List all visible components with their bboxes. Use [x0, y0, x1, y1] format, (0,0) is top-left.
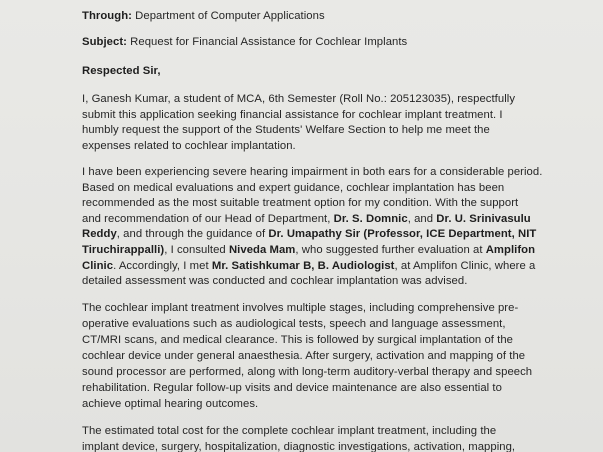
name-amplifon: Amplifon	[485, 244, 536, 256]
subject-label: Subject:	[82, 36, 127, 48]
paragraph-1-line: submit this application seeking financial assistance for cochlear implant treatment. I	[82, 109, 503, 121]
name-tiruchirappalli: Tiruchirappalli)	[82, 244, 165, 256]
paragraph-3-line: sound processor are performed, along with long-term auditory-verbal therapy and speech	[82, 366, 533, 378]
paragraph-2-line: I have been experiencing severe hearing impairment in both ears for a considerable period.	[82, 166, 543, 178]
salutation: Respected Sir,	[82, 65, 161, 77]
name-niveda: Niveda Mam	[228, 244, 296, 256]
paragraph-2-line	[82, 228, 536, 241]
paragraph-2-line: recommended as the most suitable treatment option for my condition. With the support	[82, 197, 519, 209]
paragraph-3-line: The cochlear implant treatment involves multiple stages, including comprehensive pre-	[82, 302, 519, 314]
through-line	[82, 10, 325, 23]
paragraph-2-line: Based on medical evaluations and expert guidance, cochlear implantation has been	[82, 182, 505, 194]
paragraph-2-line	[82, 244, 535, 257]
name-srinivasulu: Dr. U. Srinivasulu	[436, 213, 531, 225]
text-run: , I consulted	[164, 244, 229, 256]
paragraph-3-line: cochlear device under general anaesthesia. After surgery, activation and mapping of the	[82, 350, 526, 362]
paragraph-4-line: The estimated total cost for the complete cochlear implant treatment, including the	[82, 425, 497, 437]
paragraph-1-line: expenses related to cochlear implantation.	[82, 140, 296, 152]
name-domnic: Dr. S. Domnic	[333, 213, 408, 225]
name-satishkumar: Mr. Satishkumar B, B. Audiologist	[211, 260, 395, 272]
paragraph-2-line: detailed assessment was conducted and cochlear implantation was advised.	[82, 275, 468, 287]
paragraph-3-line: achieve optimal hearing outcomes.	[82, 398, 259, 410]
paragraph-1-line: I, Ganesh Kumar, a student of MCA, 6th Semester (Roll No.: 205123035), respectfully	[82, 93, 516, 105]
paragraph-2-line	[82, 260, 535, 273]
text-run: , and through the guidance of	[116, 228, 269, 240]
name-umapathy: Dr. Umapathy Sir (Professor, ICE Department, NIT	[268, 228, 537, 240]
text-run: and recommendation of our Head of Department,	[82, 213, 334, 225]
paragraph-3-line: rehabilitation. Regular follow-up visits and device maintenance are also essential to	[82, 382, 502, 394]
through-label: Through:	[82, 10, 132, 22]
paragraph-3-line: CT/MRI scans, and medical clearance. This is followed by surgical implantation of the	[82, 334, 514, 346]
text-run: , and	[407, 213, 437, 225]
text-run: , at Amplifon Clinic, where a	[394, 260, 536, 272]
text-run: . Accordingly, I met	[113, 260, 212, 272]
paragraph-3-line: operative evaluations such as audiological tests, speech and language assessment,	[82, 318, 506, 330]
subject-value: Request for Financial Assistance for Cochlear Implants	[126, 36, 408, 48]
subject-line	[82, 36, 407, 49]
through-value: Department of Computer Applications	[131, 10, 325, 22]
paragraph-2-line	[82, 213, 531, 226]
text-run: , who suggested further evaluation at	[295, 244, 486, 256]
paragraph-1-line: humbly request the support of the Students' Welfare Section to help me meet the	[82, 124, 490, 136]
paragraph-4-line: implant device, surgery, hospitalization, diagnostic investigations, activation, mapping,	[82, 441, 516, 452]
name-reddy: Reddy	[82, 228, 117, 240]
name-clinic: Clinic	[82, 260, 114, 272]
